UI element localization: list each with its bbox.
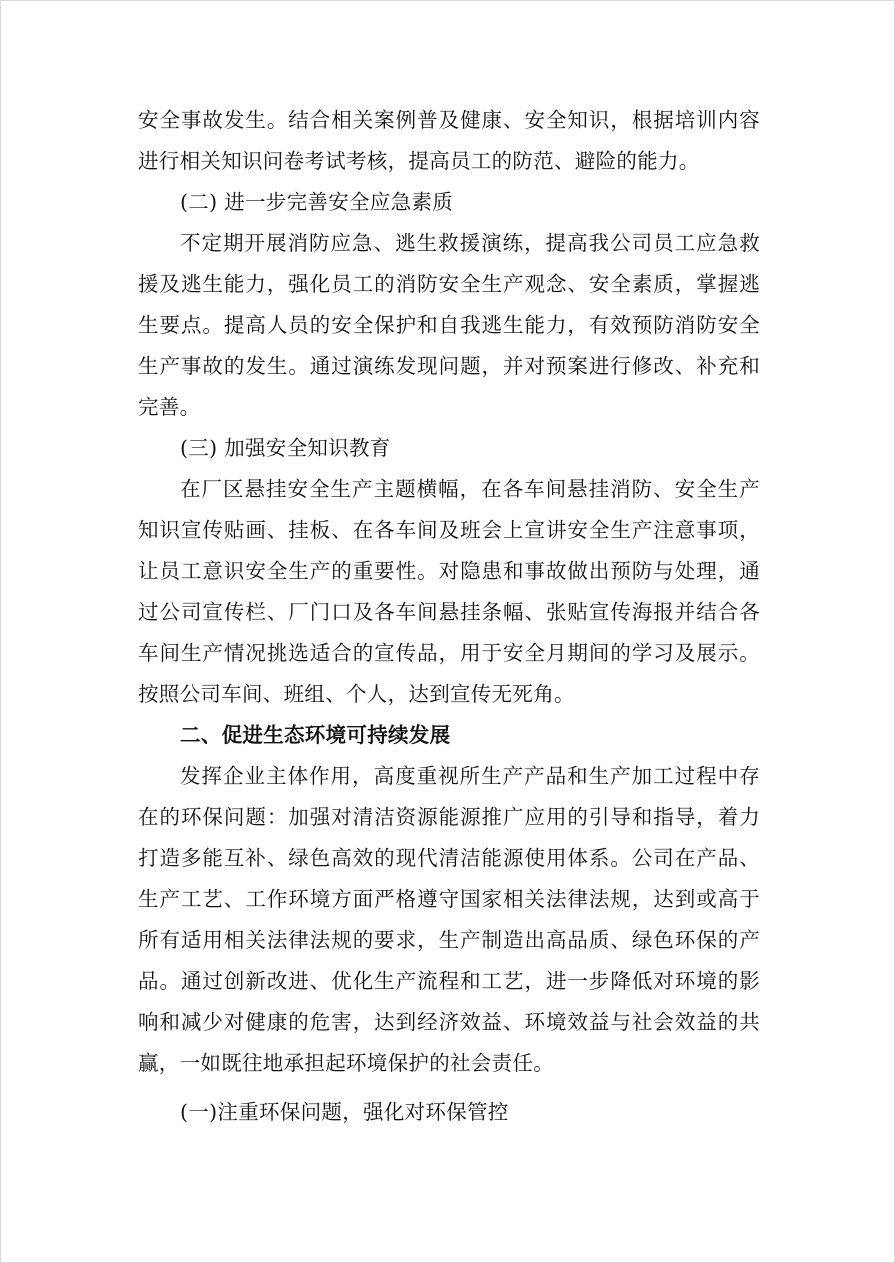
paragraph-environmental: 发挥企业主体作用，高度重视所生产产品和生产加工过程中存在的环保问题：加强对清洁资源能源推广应用的引导和指导，着力打造多能互补、绿色高效的现代清洁能源使用体系。公司在产品、生产工艺、工作环境方面严格遵守国家相关法律法规，达到或高于所有适用相关法律法规的要求，生产制造出高品质、绿色环保的产品。通过创新改进、优化生产流程和工艺，进一步降低对环境的影响和减少对健康的危害，达到经济效益、环境效益与社会效益的共赢，一如既往地承担起环境保护的社会责任。	[138, 764, 760, 1075]
subheading-safety-education: (三) 加强安全知识教育	[180, 436, 391, 460]
paragraph-continued: 安全事故发生。结合相关案例普及健康、安全知识，根据培训内容进行相关知识问卷考试考核，提高员工的防范、避险的能力。	[138, 108, 760, 173]
subheading-enhance-emergency: (二) 进一步完善安全应急素质	[180, 190, 454, 214]
subheading-environmental-control: (一)注重环保问题，强化对环保管控	[180, 1100, 509, 1124]
section-heading-ecology: 二、促进生态环境可持续发展	[180, 723, 451, 747]
document-body	[138, 100, 760, 1133]
paragraph-emergency-drills: 不定期开展消防应急、逃生救援演练，提高我公司员工应急救援及逃生能力，强化员工的消防安全生产观念、安全素质，掌握逃生要点。提高人员的安全保护和自我逃生能力，有效预防消防安全生产事故的发生。通过演练发现问题，并对预案进行修改、补充和完善。	[138, 231, 760, 419]
paragraph-safety-publicity: 在厂区悬挂安全生产主题横幅，在各车间悬挂消防、安全生产知识宣传贴画、挂板、在各车间及班会上宣讲安全生产注意事项，让员工意识安全生产的重要性。对隐患和事故做出预防与处理，通过公司宣传栏、厂门口及各车间悬挂条幅、张贴宣传海报并结合各车间生产情况挑选适合的宣传品，用于安全月期间的学习及展示。按照公司车间、班组、个人，达到宣传无死角。	[138, 477, 760, 706]
